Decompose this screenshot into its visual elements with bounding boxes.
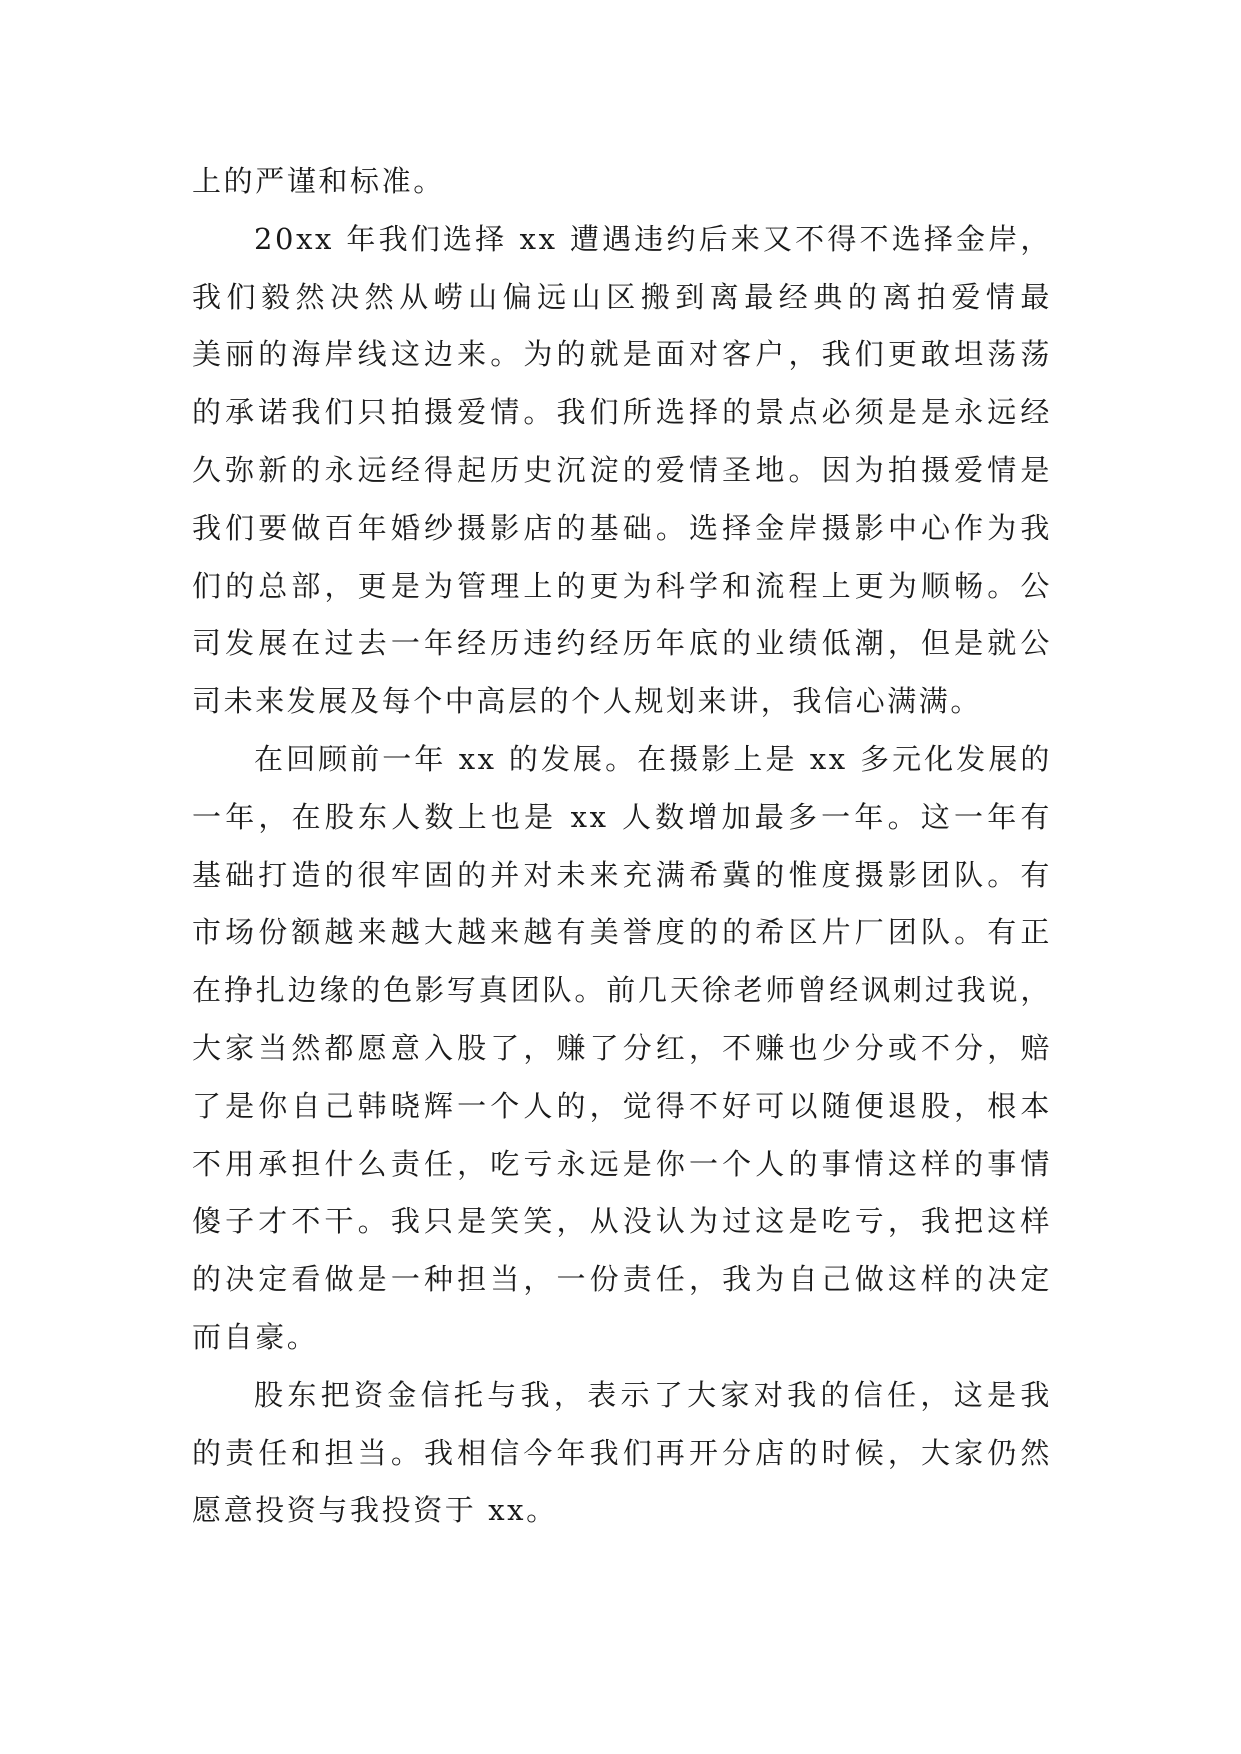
text-line: 在挣扎边缘的色影写真团队。前几天徐老师曾经讽刺过我说， <box>192 973 1052 1008</box>
text-line: 20xx 年我们选择 xx 遭遇违约后来又不得不选择金岸， <box>254 221 1052 256</box>
text-line: 我们要做百年婚纱摄影店的基础。选择金岸摄影中心作为我 <box>192 510 1052 545</box>
text-line: 股东把资金信托与我，表示了大家对我的信任，这是我 <box>254 1377 1052 1412</box>
text-line: 司发展在过去一年经历违约经历年底的业绩低潮，但是就公 <box>192 626 1052 661</box>
document-body <box>192 153 1052 1540</box>
text-line: 的决定看做是一种担当，一份责任，我为自己做这样的决定 <box>192 1262 1052 1297</box>
text-line: 基础打造的很牢固的并对未来充满希冀的惟度摄影团队。有 <box>192 857 1052 892</box>
text-line: 而自豪。 <box>192 1319 319 1354</box>
text-line: 司未来发展及每个中高层的个人规划来讲，我信心满满。 <box>192 684 983 719</box>
text-line: 我们毅然决然从崂山偏远山区搬到离最经典的离拍爱情最 <box>192 279 1052 314</box>
text-line: 愿意投资与我投资于 xx。 <box>192 1493 558 1528</box>
text-line: 市场份额越来越大越来越有美誉度的的希区片厂团队。有正 <box>192 915 1052 950</box>
text-line: 傻子才不干。我只是笑笑，从没认为过这是吃亏，我把这样 <box>192 1204 1052 1239</box>
text-line: 一年，在股东人数上也是 xx 人数增加最多一年。这一年有 <box>192 799 1052 834</box>
text-line: 们的总部，更是为管理上的更为科学和流程上更为顺畅。公 <box>192 568 1052 603</box>
text-line: 不用承担什么责任，吃亏永远是你一个人的事情这样的事情 <box>192 1146 1052 1181</box>
text-line: 了是你自己韩晓辉一个人的，觉得不好可以随便退股，根本 <box>192 1088 1052 1123</box>
text-line: 上的严谨和标准。 <box>192 164 445 198</box>
text-line: 的责任和担当。我相信今年我们再开分店的时候，大家仍然 <box>192 1435 1052 1470</box>
text-line: 的承诺我们只拍摄爱情。我们所选择的景点必须是是永远经 <box>192 395 1052 430</box>
text-line: 久弥新的永远经得起历史沉淀的爱情圣地。因为拍摄爱情是 <box>192 452 1052 487</box>
text-line: 在回顾前一年 xx 的发展。在摄影上是 xx 多元化发展的 <box>254 741 1052 776</box>
text-line: 大家当然都愿意入股了，赚了分红，不赚也少分或不分，赔 <box>192 1030 1052 1065</box>
text-line: 美丽的海岸线这边来。为的就是面对客户，我们更敢坦荡荡 <box>192 337 1052 372</box>
